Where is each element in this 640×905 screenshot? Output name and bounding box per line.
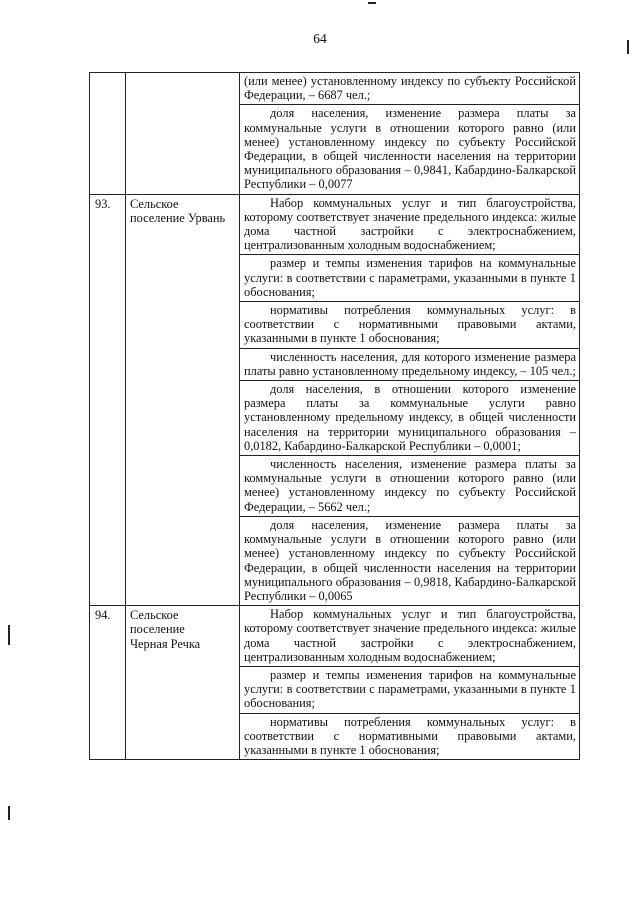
settlement-name-line: Черная Речка [130,636,201,651]
scan-artifact-mark [368,2,376,4]
description-paragraph: доля населения, изменение размера платы за коммунальные услуги в отношении которого равно (или менее) установленному индексу по субъекту Российской Федерации, в общей численности населения на территории муниципального образования – 0,9841, Кабардино-Балкарской Республики – 0,0077 [244,106,576,192]
description-paragraph: Набор коммунальных услуг и тип благоустройства, которому соответствует значение предельного индекса: жилые дома частной застройки с электроснабжением, централизованным холодным водоснабжением; [240,606,579,667]
settlements-table [89,72,580,760]
settlement-name-line: Сельское [130,608,179,623]
settlement-name-line: поселение [130,622,185,637]
page-number: 64 [313,31,327,46]
row-number: 94. [90,606,126,760]
settlement-name [126,194,240,605]
settlement-name-line: поселение Урвань [130,210,226,225]
description-cell [240,606,580,760]
table-row [90,73,580,195]
table-row [90,194,580,605]
settlement-name-line: Сельское [130,196,179,211]
settlement-name [126,73,240,195]
row-number [90,73,126,195]
description-cell [240,73,580,195]
description-paragraph: численность населения, изменение размера платы за коммунальные услуги в отношении которого равно (или менее) установленному индексу по субъекту Российской Федерации, – 5662 чел.; [240,456,579,517]
description-cell [240,194,580,605]
description-paragraph: доля населения, изменение размера платы за коммунальные услуги в отношении которого равно (или менее) установленному индексу по субъекту Российской Федерации, в общей численности населения на территории муниципального образования – 0,9818, Кабардино-Балкарской Республики – 0,0065 [244,517,576,603]
settlement-name [126,606,240,760]
description-paragraph: (или менее) установленному индексу по субъекту Российской Федерации, – 6687 чел.; [240,73,579,105]
description-paragraph: нормативы потребления коммунальных услуг: в соответствии с нормативными правовыми актами, указанными в пункте 1 обоснования; [240,302,579,349]
scan-edge-mark [8,625,10,645]
description-paragraph: численность населения, для которого изменение размера платы равно установленному предельному индексу, – 105 чел.; [240,349,579,381]
description-paragraph: размер и темпы изменения тарифов на коммунальные услуги: в соответствии с параметрами, указанными в пункте 1 обоснования; [240,667,579,714]
row-number: 93. [90,194,126,605]
description-paragraph: доля населения, в отношении которого изменение размера платы за коммунальные услуги равно установленному предельному индексу, в общей численности населения на территории муниципального образования – 0,0182, Кабардино-Балкарской Республики – 0,0001; [240,381,579,456]
scan-edge-mark [8,806,10,820]
description-paragraph: нормативы потребления коммунальных услуг: в соответствии с нормативными правовыми актами, указанными в пункте 1 обоснования; [244,714,576,757]
table-row [90,606,580,760]
description-paragraph: Набор коммунальных услуг и тип благоустройства, которому соответствует значение предельного индекса: жилые дома частной застройки с электроснабжением, централизованным холодным водоснабжением; [240,195,579,256]
description-paragraph: размер и темпы изменения тарифов на коммунальные услуги: в соответствии с параметрами, указанными в пункте 1 обоснования; [240,255,579,302]
